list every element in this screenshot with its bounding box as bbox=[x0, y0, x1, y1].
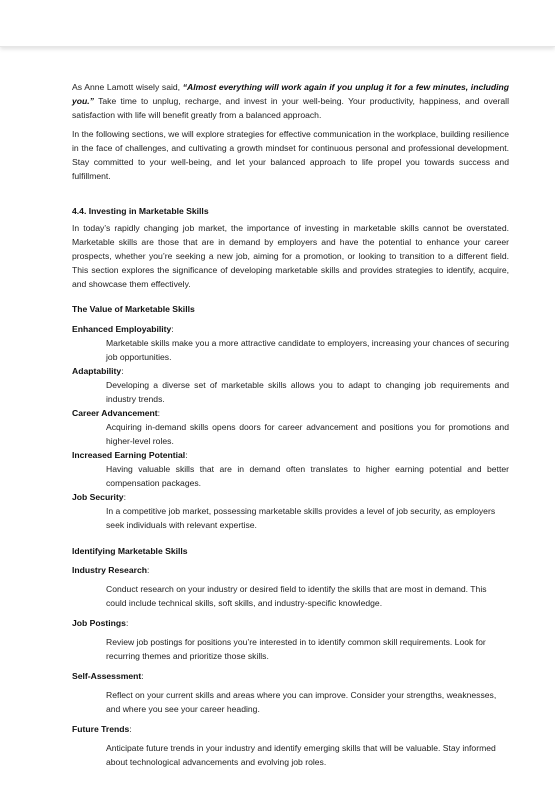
value-heading: The Value of Marketable Skills bbox=[72, 304, 195, 314]
term-description: Developing a diverse set of marketable skills allows you to adapt to changing job requirements and industry trends. bbox=[106, 380, 509, 404]
identify-heading: Identifying Marketable Skills bbox=[72, 546, 188, 556]
value-list bbox=[72, 322, 509, 532]
intro-text: As Anne Lamott wisely said, bbox=[72, 82, 183, 92]
term-label: Future Trends bbox=[72, 724, 130, 734]
term-description: Acquiring in-demand skills opens doors for career advancement and positions you for promotions and higher-level roles. bbox=[106, 422, 509, 446]
term-label: Career Advancement bbox=[72, 408, 158, 418]
term-description: Having valuable skills that are in demand often translates to higher earning potential and better compensation packages. bbox=[106, 464, 509, 488]
term-label: Increased Earning Potential bbox=[72, 450, 186, 460]
term-label: Job Security bbox=[72, 492, 124, 502]
term-description: Marketable skills make you a more attractive candidate to employers, increasing your chances of securing job opportunities. bbox=[106, 338, 509, 362]
intro-paragraph-1 bbox=[72, 80, 509, 122]
term-description: Reflect on your current skills and areas where you can improve. Consider your strengths, weaknesses, and where you see your career heading. bbox=[106, 690, 497, 714]
list-item: Adaptability: bbox=[72, 366, 124, 376]
section-body: In today’s rapidly changing job market, the importance of investing in marketable skills cannot be overstated. Marketable skills are those that are in demand by employers and have the potential to enhance your career prospects, whether you’re seeking a new job, aiming for a promotion, or looking to transition to a different field. This section explores the significance of developing marketable skills and provides strategies to identify, acquire, and showcase them effectively. bbox=[72, 223, 509, 289]
lamott-quote: “Almost everything will work again if you unplug it for a few minutes, including you.” bbox=[72, 82, 509, 106]
list-item: Job Security: bbox=[72, 492, 126, 502]
document-page bbox=[72, 80, 509, 769]
list-item: Increased Earning Potential: bbox=[72, 450, 188, 460]
term-description: In a competitive job market, possessing marketable skills provides a level of job security, as employers seek individuals with relevant expertise. bbox=[106, 506, 496, 530]
identify-list bbox=[72, 563, 509, 769]
list-item: Industry Research: bbox=[72, 565, 150, 575]
term-description: Review job postings for positions you’re interested in to identify common skill requirements. Look for recurring themes and prioritize those skills. bbox=[106, 637, 486, 661]
term-label: Job Postings bbox=[72, 618, 126, 628]
list-item: Self-Assessment: bbox=[72, 671, 144, 681]
term-description: Conduct research on your industry or desired field to identify the skills that are most in demand. This could include technical skills, soft skills, and industry-specific knowledge. bbox=[106, 584, 487, 608]
list-item: Job Postings: bbox=[72, 618, 129, 628]
list-item: Future Trends: bbox=[72, 724, 132, 734]
term-label: Enhanced Employability bbox=[72, 324, 172, 334]
term-label: Adaptability bbox=[72, 366, 122, 376]
term-description: Anticipate future trends in your industry and identify emerging skills that will be valuable. Stay informed about technological advancements and evolving job roles. bbox=[106, 743, 496, 767]
intro-paragraph-2: In the following sections, we will explore strategies for effective communication in the workplace, building resilience in the face of challenges, and cultivating a growth mindset for continuous personal and professional development. Stay committed to your well-being, and let your balanced approach to life propel you towards success and fulfillment. bbox=[72, 129, 509, 181]
toolbar-area bbox=[0, 0, 555, 47]
list-item: Enhanced Employability: bbox=[72, 324, 174, 334]
intro-text-end: Take time to unplug, recharge, and invest in your well-being. Your productivity, happiness, and overall satisfaction with life will benefit greatly from a balanced approach. bbox=[72, 96, 509, 120]
term-label: Industry Research bbox=[72, 565, 147, 575]
section-heading: 4.4. Investing in Marketable Skills bbox=[72, 206, 209, 216]
list-item: Career Advancement: bbox=[72, 408, 161, 418]
term-label: Self-Assessment bbox=[72, 671, 142, 681]
